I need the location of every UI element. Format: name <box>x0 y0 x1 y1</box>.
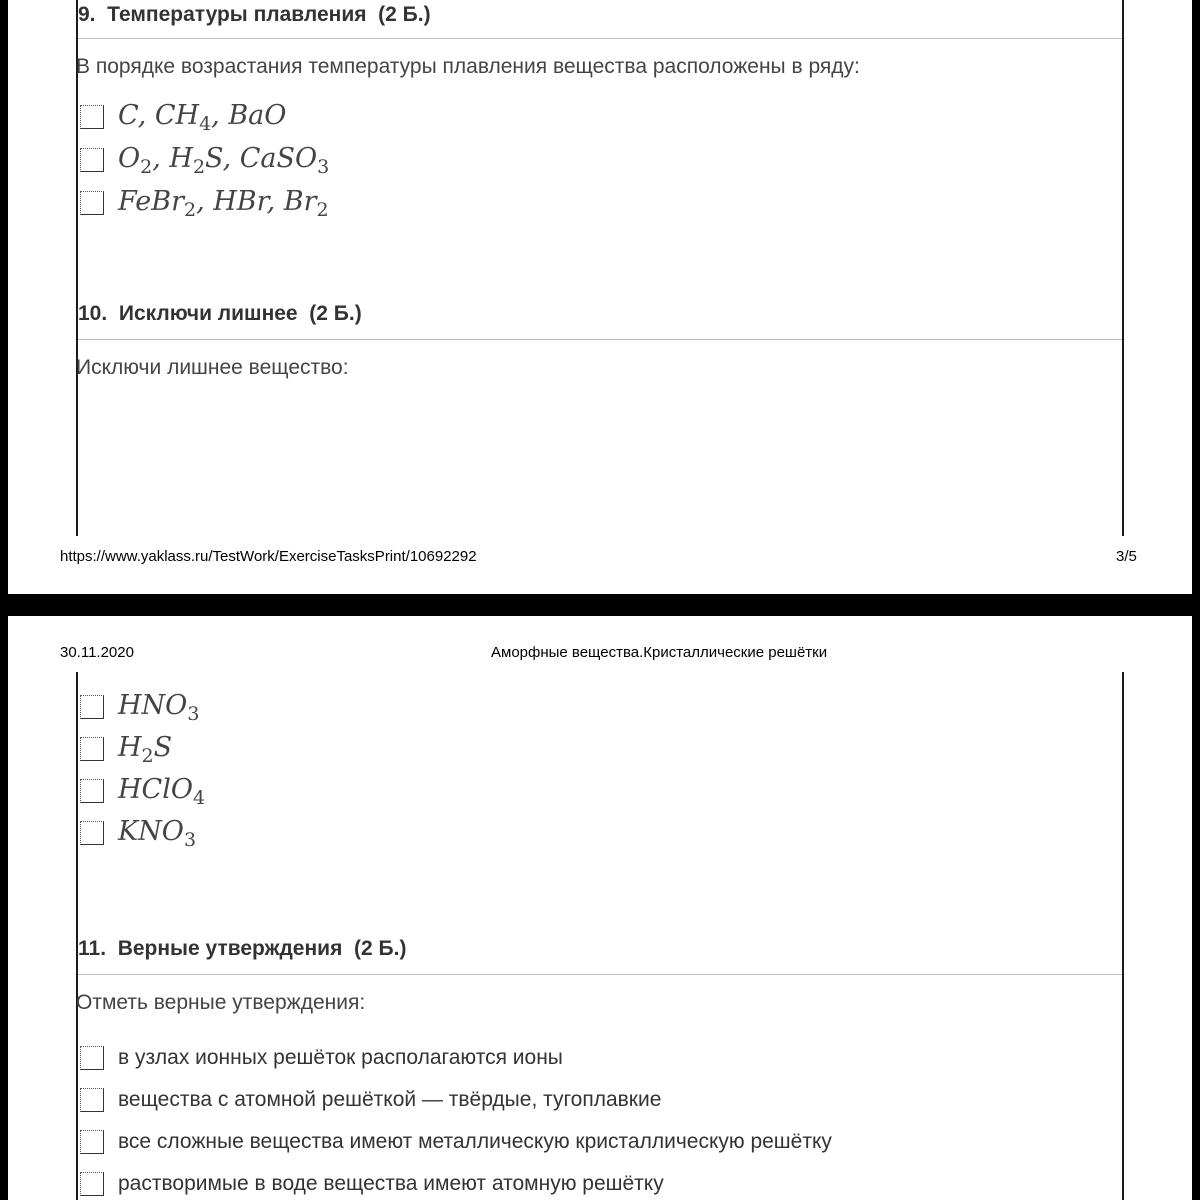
question-10-text: Исключи лишнее вещество: <box>76 356 349 379</box>
option-label <box>118 816 196 851</box>
divider <box>78 38 1122 39</box>
formula-text: H <box>118 731 142 763</box>
option-checkbox[interactable] <box>80 821 104 845</box>
formula-text: , BaO <box>211 99 287 131</box>
footer-page-number: 3/5 <box>1116 548 1137 565</box>
answer-option[interactable] <box>80 1043 563 1073</box>
option-checkbox[interactable] <box>80 779 104 803</box>
option-label <box>118 732 172 767</box>
subscript: 3 <box>187 702 200 725</box>
formula-text: S, CaSO <box>205 142 318 174</box>
formula-text: , HBr, Br <box>196 185 317 217</box>
subscript: 2 <box>192 155 206 178</box>
print-page-4 <box>8 616 1192 1200</box>
option-checkbox[interactable] <box>80 191 104 215</box>
option-label <box>118 100 286 135</box>
formula-text: HClO <box>118 773 193 805</box>
answer-option[interactable] <box>80 1169 664 1199</box>
question-frame <box>76 672 1124 1200</box>
option-checkbox[interactable] <box>80 1172 104 1196</box>
footer-url[interactable]: https://www.yaklass.ru/TestWork/ExerciseTasksPrint/10692292 <box>60 548 477 565</box>
subscript: 4 <box>192 786 206 809</box>
answer-option[interactable] <box>80 1085 661 1115</box>
subscript: 2 <box>141 744 154 767</box>
answer-option[interactable] <box>80 689 200 725</box>
option-checkbox[interactable] <box>80 1088 104 1112</box>
answer-option[interactable] <box>80 99 287 135</box>
formula-text: FeBr <box>118 185 184 217</box>
divider <box>78 974 1122 975</box>
subscript: 2 <box>140 155 153 178</box>
formula-text: HNO <box>118 689 188 721</box>
option-checkbox[interactable] <box>80 148 104 172</box>
subscript: 4 <box>199 112 212 135</box>
subscript: 3 <box>183 828 197 851</box>
formula-text: KNO <box>118 815 184 847</box>
answer-option[interactable] <box>80 1127 832 1157</box>
option-checkbox[interactable] <box>80 105 104 129</box>
question-9-text: В порядке возрастания температуры плавления вещества расположены в ряду: <box>76 55 860 78</box>
subscript: 2 <box>316 198 329 221</box>
option-label <box>118 186 329 221</box>
option-label: все сложные вещества имеют металлическую кристаллическую решётку <box>118 1130 832 1153</box>
subscript: 2 <box>183 198 197 221</box>
option-label <box>118 774 205 809</box>
option-label <box>118 690 199 725</box>
option-checkbox[interactable] <box>80 695 104 719</box>
formula-text: C, CH <box>118 99 200 131</box>
print-page-3 <box>8 0 1192 594</box>
answer-option[interactable] <box>80 815 197 851</box>
header-date: 30.11.2020 <box>60 644 134 661</box>
question-frame <box>76 0 1124 536</box>
answer-option[interactable] <box>80 142 330 178</box>
question-9-title: 9. Температуры плавления (2 Б.) <box>78 3 431 26</box>
answer-option[interactable] <box>80 731 173 767</box>
option-checkbox[interactable] <box>80 1130 104 1154</box>
option-checkbox[interactable] <box>80 737 104 761</box>
header-title: Аморфные вещества.Кристаллические решётки <box>491 644 828 661</box>
formula-text: O <box>118 142 141 174</box>
answer-option[interactable] <box>80 185 329 221</box>
divider <box>78 339 1122 340</box>
question-11-text: Отметь верные утверждения: <box>76 991 366 1014</box>
answer-option[interactable] <box>80 773 206 809</box>
option-label: растворимые в воде вещества имеют атомную решётку <box>118 1172 664 1195</box>
formula-text: , H <box>152 142 193 174</box>
option-label: вещества с атомной решёткой — твёрдые, тугоплавкие <box>118 1088 662 1111</box>
option-label: в узлах ионных решёток располагаются ионы <box>118 1046 563 1069</box>
option-checkbox[interactable] <box>80 1046 104 1070</box>
option-label <box>118 143 329 178</box>
formula-text: S <box>153 731 173 763</box>
question-11-title: 11. Верные утверждения (2 Б.) <box>78 937 407 960</box>
question-10-title: 10. Исключи лишнее (2 Б.) <box>78 302 362 325</box>
subscript: 3 <box>317 155 330 178</box>
